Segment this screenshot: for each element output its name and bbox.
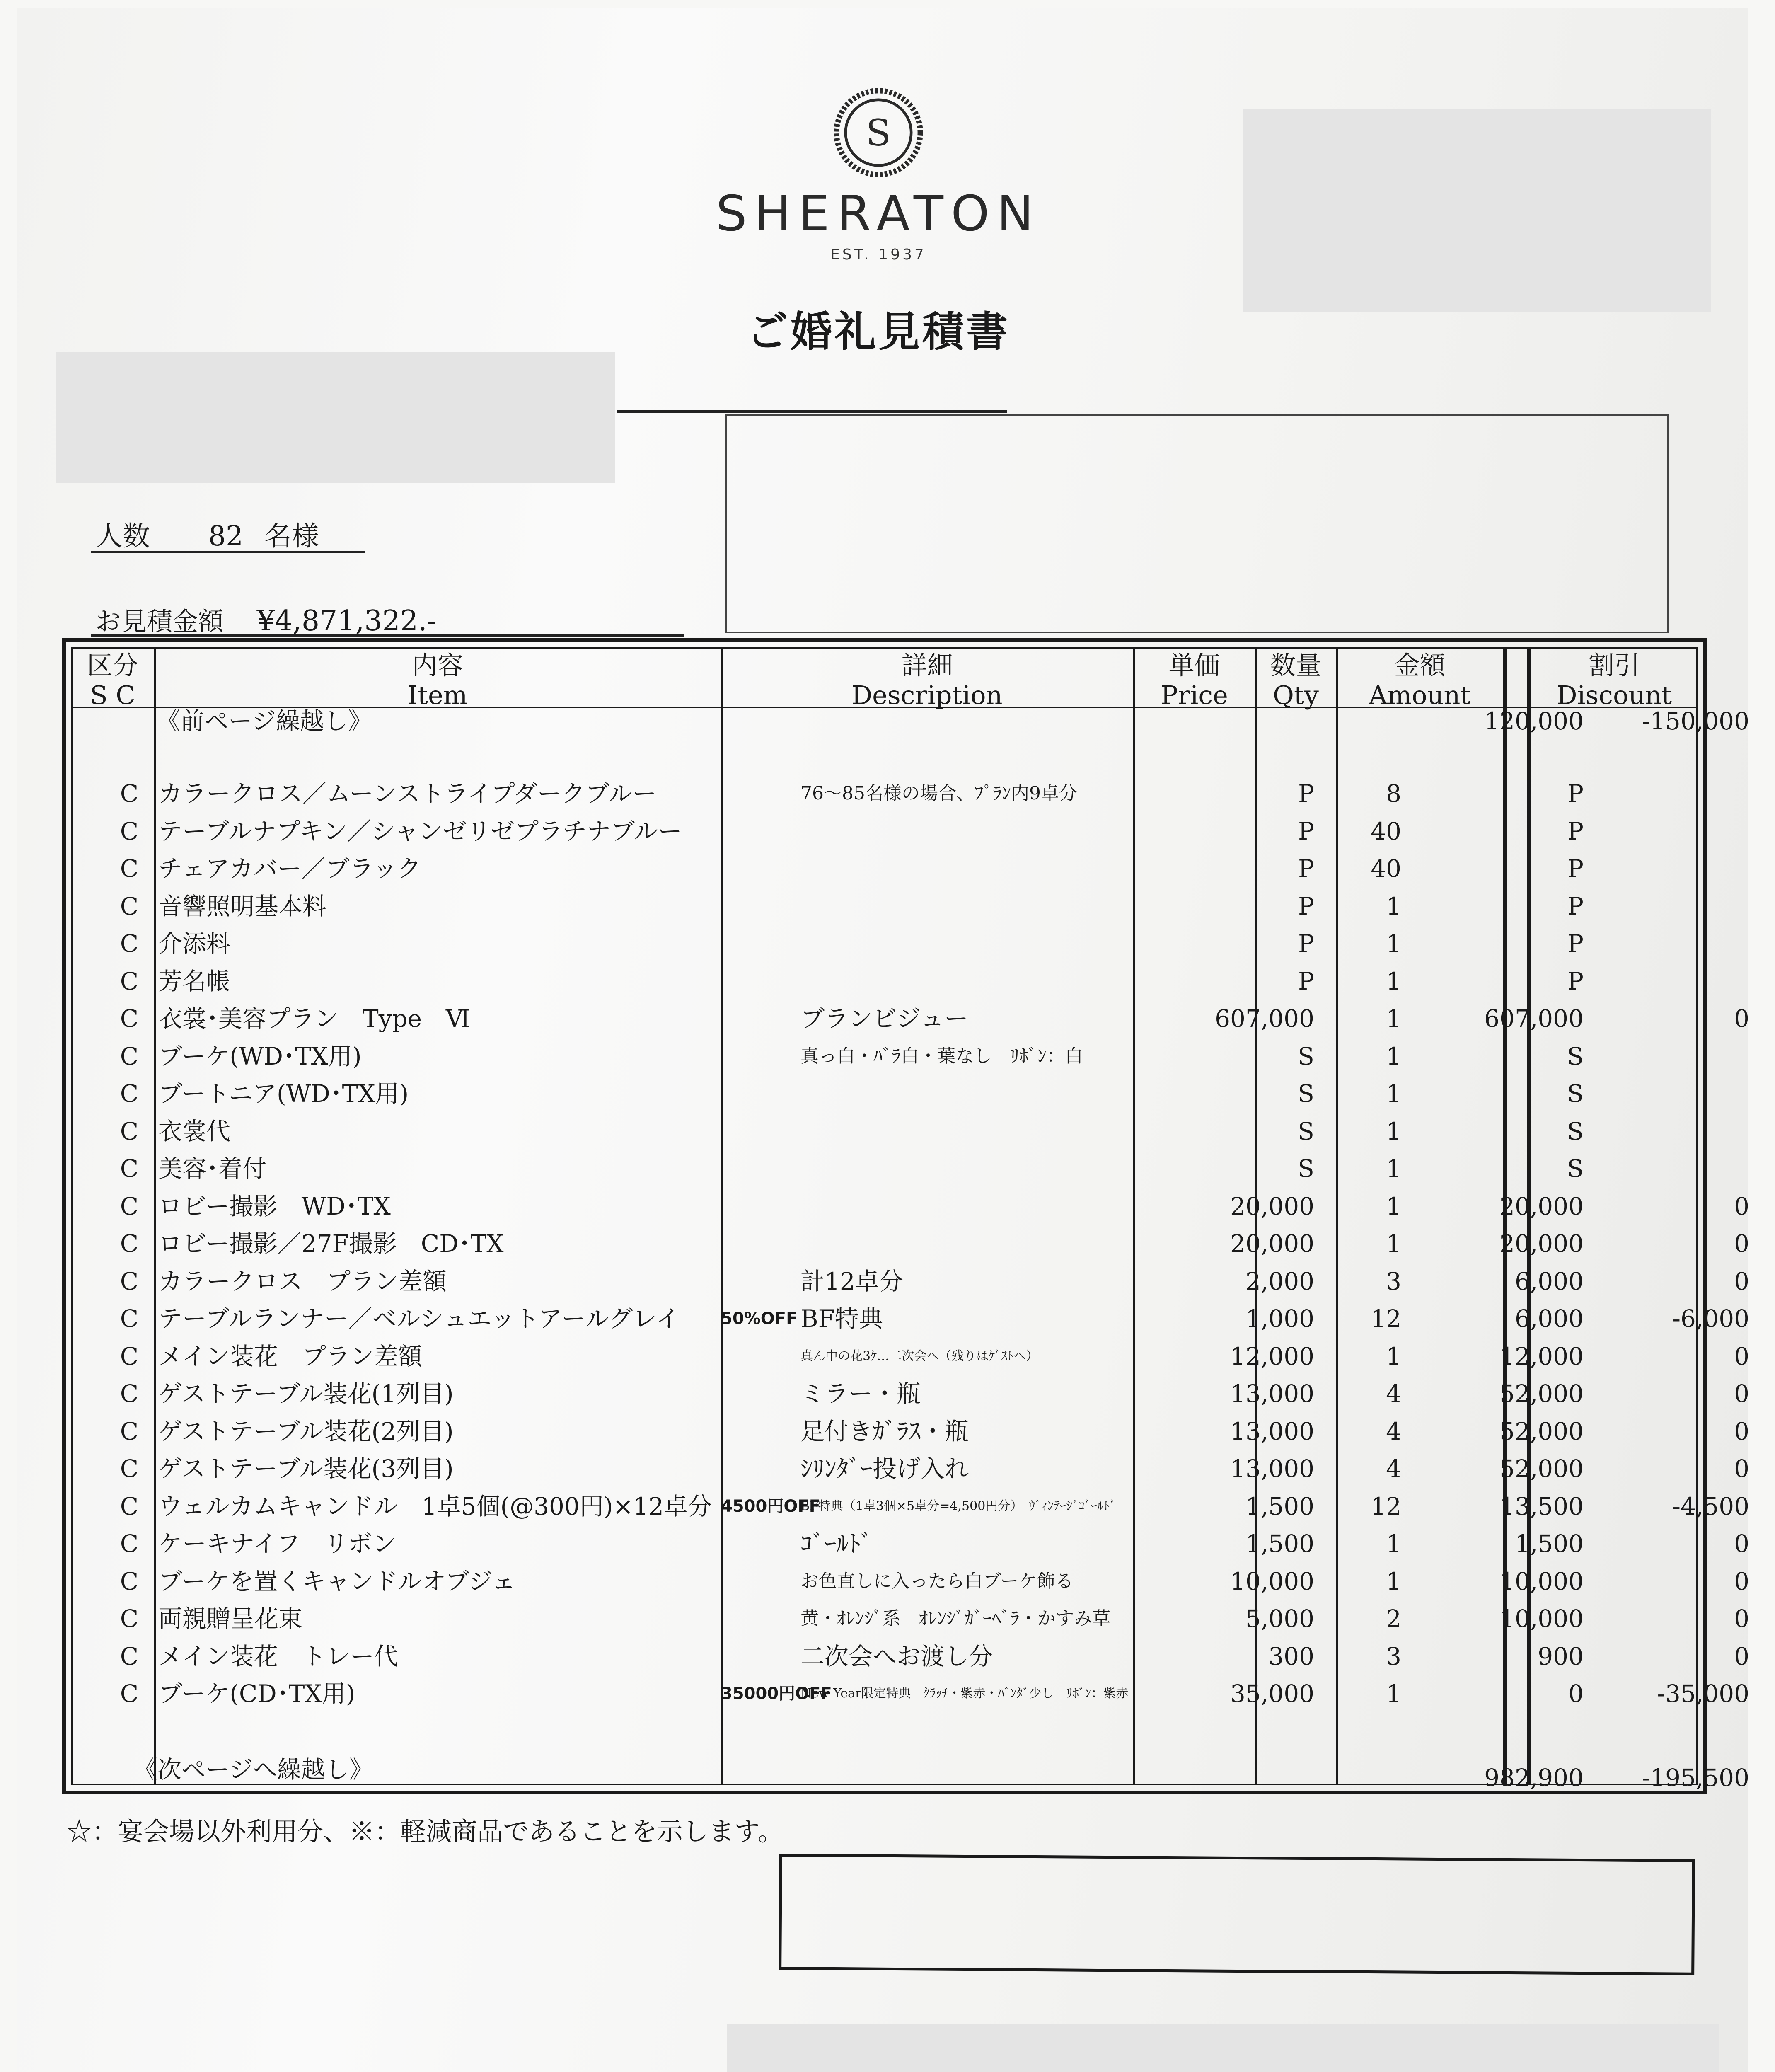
row-qty: 4 bbox=[1386, 1455, 1401, 1483]
row-price: P bbox=[1298, 817, 1314, 845]
row-price: 300 bbox=[1268, 1642, 1314, 1670]
row-discount bbox=[1546, 1150, 1749, 1187]
row-note bbox=[721, 850, 800, 887]
row-price: P bbox=[1298, 854, 1314, 883]
table-row bbox=[71, 1338, 1749, 1375]
estimate-total bbox=[95, 601, 437, 638]
row-description: お色直しに入ったら白ブーケ飾る bbox=[800, 1570, 1074, 1592]
row-price: 13,000 bbox=[1230, 1417, 1314, 1445]
row-qty: 1 bbox=[1386, 1005, 1401, 1033]
carry-out-label: 《次ページへ繰越し》 bbox=[133, 1755, 373, 1784]
row-note bbox=[721, 1225, 800, 1262]
row-price: 2,000 bbox=[1245, 1267, 1314, 1295]
row-discount: 0 bbox=[1734, 1230, 1749, 1258]
table-row bbox=[71, 925, 1698, 962]
row-sc: C bbox=[120, 1117, 139, 1145]
row-price: P bbox=[1298, 779, 1314, 808]
row-qty: 1 bbox=[1386, 1042, 1401, 1070]
row-sc: C bbox=[120, 1380, 139, 1408]
row-item: 衣裳･美容プラン Type Ⅵ bbox=[158, 1005, 470, 1033]
row-note bbox=[721, 775, 800, 812]
row-sc: C bbox=[120, 1192, 139, 1220]
table-row bbox=[71, 1300, 1749, 1337]
row-note bbox=[721, 888, 800, 925]
row-discount bbox=[1546, 888, 1749, 925]
row-price: S bbox=[1298, 1155, 1314, 1183]
row-qty: 8 bbox=[1386, 779, 1401, 808]
row-amount: 0 bbox=[1568, 1680, 1584, 1708]
guest-count-label: 人数 bbox=[95, 520, 150, 552]
row-item: テーブルランナー／ベルシュエットアールグレイ bbox=[158, 1305, 680, 1333]
redacted-area-bottom bbox=[727, 2024, 1719, 2072]
row-description: 76〜85名様の場合、ﾌﾟﾗﾝ内9卓分 bbox=[800, 783, 1077, 804]
row-amount: S bbox=[1567, 1155, 1584, 1183]
row-qty: 3 bbox=[1386, 1267, 1401, 1295]
row-sc: C bbox=[120, 1230, 139, 1258]
row-sc: C bbox=[120, 1417, 139, 1445]
row-note bbox=[721, 1113, 800, 1150]
row-description: ブランビジュー bbox=[800, 1005, 968, 1033]
row-qty: 1 bbox=[1386, 1342, 1401, 1370]
row-discount: 0 bbox=[1734, 1567, 1749, 1595]
row-sc: C bbox=[120, 817, 139, 845]
row-item: ブーケを置くキャンドルオブジェ bbox=[158, 1567, 516, 1595]
row-item: ブートニア(WD･TX用) bbox=[158, 1080, 409, 1108]
table-row bbox=[71, 1375, 1749, 1412]
row-amount: 6,000 bbox=[1514, 1267, 1584, 1295]
row-discount bbox=[1546, 1113, 1749, 1150]
row-sc: C bbox=[120, 1680, 139, 1708]
row-qty: 1 bbox=[1386, 1155, 1401, 1183]
row-sc: C bbox=[120, 1492, 139, 1520]
row-price: 1,500 bbox=[1245, 1530, 1314, 1558]
estimate-total-label: お見積金額 bbox=[95, 606, 224, 637]
row-qty: 4 bbox=[1386, 1417, 1401, 1445]
row-item: チェアカバー／ブラック bbox=[158, 854, 421, 883]
row-price: 35,000 bbox=[1230, 1680, 1314, 1708]
remarks-box bbox=[779, 1854, 1695, 1975]
header-price: 単価 Price bbox=[1161, 650, 1228, 710]
row-item: メイン装花 トレー代 bbox=[158, 1642, 398, 1670]
header-amount: 金額 Amount bbox=[1369, 650, 1471, 710]
row-discount: 0 bbox=[1734, 1380, 1749, 1408]
carry-out-amount: 982,900 bbox=[1484, 1764, 1584, 1792]
row-price: P bbox=[1298, 967, 1314, 995]
row-sc: C bbox=[120, 1642, 139, 1670]
sheraton-logo bbox=[696, 87, 1061, 263]
row-qty: 1 bbox=[1386, 1680, 1401, 1708]
row-note bbox=[721, 1525, 800, 1562]
row-note bbox=[721, 1338, 800, 1375]
row-sc: C bbox=[120, 1605, 139, 1633]
row-discount: 0 bbox=[1734, 1530, 1749, 1558]
row-discount: 0 bbox=[1734, 1267, 1749, 1295]
table-row bbox=[71, 963, 1698, 1000]
row-price: 5,000 bbox=[1245, 1605, 1314, 1633]
row-qty: 1 bbox=[1386, 1080, 1401, 1108]
row-sc: C bbox=[120, 1567, 139, 1595]
table-row bbox=[71, 1113, 1698, 1150]
row-description: 足付きｶﾞﾗｽ・瓶 bbox=[800, 1417, 969, 1445]
table-row bbox=[71, 1188, 1749, 1225]
row-discount bbox=[1546, 850, 1749, 887]
row-amount: S bbox=[1567, 1042, 1584, 1070]
row-description: ｺﾞｰﾙﾄﾞ bbox=[800, 1530, 873, 1558]
row-qty: 1 bbox=[1386, 929, 1401, 958]
carry-in-row bbox=[71, 702, 1749, 740]
guest-count bbox=[95, 514, 319, 553]
row-description: ｼﾘﾝﾀﾞｰ投げ入れ bbox=[800, 1455, 969, 1483]
row-amount: 1,500 bbox=[1514, 1530, 1584, 1558]
guest-underline bbox=[91, 551, 365, 553]
table-row bbox=[71, 813, 1698, 850]
row-description: New Year限定特典 ｸﾗｯﾁ・紫赤・ﾊﾞﾝﾀﾞ少し ﾘﾎﾞﾝ：紫赤 bbox=[800, 1686, 1129, 1701]
row-discount bbox=[1546, 1038, 1749, 1075]
row-item: 両親贈呈花束 bbox=[158, 1605, 303, 1633]
row-note bbox=[721, 1263, 800, 1300]
row-item: 音響照明基本料 bbox=[158, 892, 327, 920]
row-sc: C bbox=[120, 1005, 139, 1033]
table-row bbox=[71, 1000, 1749, 1037]
header-sc: 区分 S C bbox=[87, 650, 138, 710]
header-qty: 数量 Qty bbox=[1270, 650, 1322, 710]
row-price: 20,000 bbox=[1230, 1192, 1314, 1220]
table-row bbox=[71, 1038, 1698, 1075]
row-sc: C bbox=[120, 1080, 139, 1108]
row-discount: 0 bbox=[1734, 1005, 1749, 1033]
row-note bbox=[721, 1075, 800, 1112]
row-qty: 40 bbox=[1371, 854, 1401, 883]
row-note bbox=[721, 1413, 800, 1450]
row-item: ケーキナイフ リボン bbox=[158, 1530, 397, 1558]
row-description: 二次会へお渡し分 bbox=[800, 1642, 993, 1670]
row-description: 真っ白・ﾊﾞﾗ白・葉なし ﾘﾎﾞﾝ：白 bbox=[800, 1045, 1083, 1067]
row-item: ブーケ(CD･TX用) bbox=[158, 1680, 355, 1708]
row-amount: 10,000 bbox=[1499, 1605, 1584, 1633]
row-sc: C bbox=[120, 1342, 139, 1370]
row-item: カラークロス／ムーンストライプダークブルー bbox=[158, 779, 657, 808]
table-row bbox=[71, 1600, 1749, 1637]
row-sc: C bbox=[120, 1267, 139, 1295]
row-item: ゲストテーブル装花(2列目) bbox=[158, 1417, 454, 1445]
table-row bbox=[71, 1225, 1749, 1262]
row-qty: 4 bbox=[1386, 1380, 1401, 1408]
info-box bbox=[725, 414, 1669, 633]
row-sc: C bbox=[120, 1155, 139, 1183]
row-note bbox=[721, 1038, 800, 1075]
row-note bbox=[721, 813, 800, 850]
row-qty: 1 bbox=[1386, 1567, 1401, 1595]
row-amount: P bbox=[1567, 779, 1584, 808]
row-discount: 0 bbox=[1734, 1342, 1749, 1370]
row-note: 50%OFF bbox=[721, 1309, 798, 1328]
row-discount bbox=[1546, 813, 1749, 850]
table-row bbox=[71, 888, 1698, 925]
row-discount bbox=[1546, 775, 1749, 812]
carry-in-label: 《前ページ繰越し》 bbox=[156, 707, 372, 735]
row-discount: 0 bbox=[1734, 1605, 1749, 1633]
row-description: 計12卓分 bbox=[800, 1267, 903, 1295]
row-description: BF特典 bbox=[800, 1305, 883, 1333]
row-discount bbox=[1546, 963, 1749, 1000]
row-note bbox=[721, 925, 800, 962]
row-price: 607,000 bbox=[1215, 1005, 1314, 1033]
table-row bbox=[71, 1263, 1749, 1300]
header-discount: 割引 Discount bbox=[1556, 650, 1672, 710]
row-amount: P bbox=[1567, 929, 1584, 958]
row-note bbox=[721, 1188, 800, 1225]
row-item: メイン装花 プラン差額 bbox=[158, 1342, 422, 1370]
carry-out-row bbox=[71, 1751, 1749, 1792]
row-note: 35000円OFF bbox=[721, 1684, 832, 1703]
table-row bbox=[71, 1675, 1749, 1712]
row-price: 10,000 bbox=[1230, 1567, 1314, 1595]
row-price: 12,000 bbox=[1230, 1342, 1314, 1370]
row-item: ブーケ(WD･TX用) bbox=[158, 1042, 362, 1070]
table-row bbox=[71, 1413, 1749, 1450]
row-note bbox=[721, 1563, 800, 1600]
row-qty: 2 bbox=[1386, 1605, 1401, 1633]
brand-est: EST. 1937 bbox=[830, 246, 926, 263]
row-description: 真ん中の花3ｹ…二次会へ（残りはｹﾞｽﾄへ） bbox=[800, 1348, 1039, 1363]
row-amount: S bbox=[1567, 1080, 1584, 1108]
estimate-total-value: ¥4,871,322.- bbox=[256, 605, 437, 637]
row-item: ロビー撮影 WD･TX bbox=[158, 1192, 391, 1220]
row-item: ウェルカムキャンドル 1卓5個(@300円)×12卓分 bbox=[158, 1492, 712, 1520]
row-amount: 52,000 bbox=[1499, 1455, 1584, 1483]
row-price: S bbox=[1298, 1117, 1314, 1145]
legend-note: ☆：宴会場以外利用分、※：軽減商品であることを示します。 bbox=[66, 1816, 784, 1847]
table-row bbox=[71, 1638, 1749, 1675]
redacted-area-top-left bbox=[56, 352, 615, 483]
row-note bbox=[721, 1150, 800, 1187]
row-item: ロビー撮影／27F撮影 CD･TX bbox=[158, 1230, 504, 1258]
name-underline bbox=[617, 410, 1007, 413]
row-qty: 12 bbox=[1371, 1492, 1401, 1520]
row-item: 美容･着付 bbox=[158, 1155, 267, 1183]
row-qty: 3 bbox=[1386, 1642, 1401, 1670]
row-discount: -4,500 bbox=[1672, 1492, 1749, 1520]
row-sc: C bbox=[120, 967, 139, 995]
row-qty: 12 bbox=[1371, 1305, 1401, 1333]
carry-in-discount: -150,000 bbox=[1642, 707, 1749, 735]
row-amount: P bbox=[1567, 892, 1584, 920]
row-item: 介添料 bbox=[158, 929, 231, 958]
row-amount: 13,500 bbox=[1499, 1492, 1584, 1520]
row-price: P bbox=[1298, 892, 1314, 920]
row-note bbox=[721, 1638, 800, 1675]
row-amount: 52,000 bbox=[1499, 1380, 1584, 1408]
row-price: S bbox=[1298, 1080, 1314, 1108]
row-description: BF特典（1卓3個×5卓分=4,500円分） ｳﾞｨﾝﾃｰｼﾞｺﾞｰﾙﾄﾞ bbox=[800, 1498, 1116, 1513]
row-sc: C bbox=[120, 1455, 139, 1483]
row-discount: 0 bbox=[1734, 1642, 1749, 1670]
header-item: 内容 Item bbox=[407, 650, 468, 710]
row-amount: 10,000 bbox=[1499, 1567, 1584, 1595]
row-qty: 40 bbox=[1371, 817, 1401, 845]
row-price: 13,000 bbox=[1230, 1380, 1314, 1408]
row-item: ゲストテーブル装花(1列目) bbox=[158, 1380, 454, 1408]
row-item: カラークロス プラン差額 bbox=[158, 1267, 447, 1295]
row-amount: P bbox=[1567, 967, 1584, 995]
row-item: 衣裳代 bbox=[158, 1117, 231, 1145]
table-row bbox=[71, 1150, 1698, 1187]
row-amount: 20,000 bbox=[1499, 1192, 1584, 1220]
row-note bbox=[721, 963, 800, 1000]
row-amount: 52,000 bbox=[1499, 1417, 1584, 1445]
row-price: S bbox=[1298, 1042, 1314, 1070]
row-note: 4500円OFF bbox=[721, 1496, 820, 1516]
table-row bbox=[71, 1075, 1698, 1112]
row-discount bbox=[1546, 925, 1749, 962]
row-discount: 0 bbox=[1734, 1192, 1749, 1220]
row-sc: C bbox=[120, 929, 139, 958]
row-sc: C bbox=[120, 892, 139, 920]
row-amount: P bbox=[1567, 817, 1584, 845]
table-row bbox=[71, 1525, 1749, 1562]
row-discount: 0 bbox=[1734, 1455, 1749, 1483]
guest-count-value: 82 bbox=[208, 520, 243, 552]
row-amount: 6,000 bbox=[1514, 1305, 1584, 1333]
row-description: ミラー・瓶 bbox=[800, 1380, 921, 1408]
row-description: 黄・ｵﾚﾝｼﾞ系 ｵﾚﾝｼﾞｶﾞｰﾍﾞﾗ・かすみ草 bbox=[800, 1608, 1110, 1629]
row-discount: -35,000 bbox=[1657, 1680, 1749, 1708]
document-title: ご婚礼見積書 bbox=[747, 307, 1010, 356]
row-discount: 0 bbox=[1734, 1417, 1749, 1445]
row-price: 20,000 bbox=[1230, 1230, 1314, 1258]
row-discount bbox=[1546, 1075, 1749, 1112]
row-amount: 607,000 bbox=[1484, 1005, 1584, 1033]
table-row bbox=[71, 1450, 1749, 1487]
row-sc: C bbox=[120, 1042, 139, 1070]
brand-name: SHERATON bbox=[716, 185, 1041, 242]
row-note bbox=[721, 1600, 800, 1637]
carry-in-amount: 120,000 bbox=[1484, 707, 1584, 735]
row-qty: 1 bbox=[1386, 1230, 1401, 1258]
row-price: P bbox=[1298, 929, 1314, 958]
row-note bbox=[721, 1375, 800, 1412]
sheraton-s-logo-icon bbox=[833, 87, 924, 178]
row-qty: 1 bbox=[1386, 1192, 1401, 1220]
row-qty: 1 bbox=[1386, 892, 1401, 920]
row-price: 13,000 bbox=[1230, 1455, 1314, 1483]
row-item: テーブルナプキン／シャンゼリゼプラチナブルー bbox=[158, 817, 682, 845]
row-sc: C bbox=[120, 779, 139, 808]
row-qty: 1 bbox=[1386, 967, 1401, 995]
row-qty: 1 bbox=[1386, 1530, 1401, 1558]
row-amount: 20,000 bbox=[1499, 1230, 1584, 1258]
row-sc: C bbox=[120, 854, 139, 883]
row-note bbox=[721, 1450, 800, 1487]
row-item: 芳名帳 bbox=[158, 967, 231, 995]
row-note bbox=[721, 1000, 800, 1037]
table-row bbox=[71, 850, 1698, 887]
table-row bbox=[71, 775, 1698, 812]
row-amount: S bbox=[1567, 1117, 1584, 1145]
row-price: 1,500 bbox=[1245, 1492, 1314, 1520]
row-amount: 12,000 bbox=[1499, 1342, 1584, 1370]
row-sc: C bbox=[120, 1305, 139, 1333]
redacted-area-top-right bbox=[1243, 109, 1711, 312]
carry-out-discount: -195,500 bbox=[1642, 1764, 1749, 1792]
row-item: ゲストテーブル装花(3列目) bbox=[158, 1455, 454, 1483]
table-row bbox=[71, 1488, 1749, 1525]
row-discount: -6,000 bbox=[1672, 1305, 1749, 1333]
guest-count-unit: 名様 bbox=[264, 520, 319, 552]
row-amount: P bbox=[1567, 854, 1584, 883]
svg-text:S: S bbox=[866, 111, 891, 154]
row-qty: 1 bbox=[1386, 1117, 1401, 1145]
estimate-underline bbox=[91, 634, 684, 637]
table-row bbox=[71, 1563, 1749, 1600]
header-description: 詳細 Description bbox=[851, 650, 1003, 710]
row-price: 1,000 bbox=[1245, 1305, 1314, 1333]
row-amount: 900 bbox=[1538, 1642, 1584, 1670]
row-sc: C bbox=[120, 1530, 139, 1558]
